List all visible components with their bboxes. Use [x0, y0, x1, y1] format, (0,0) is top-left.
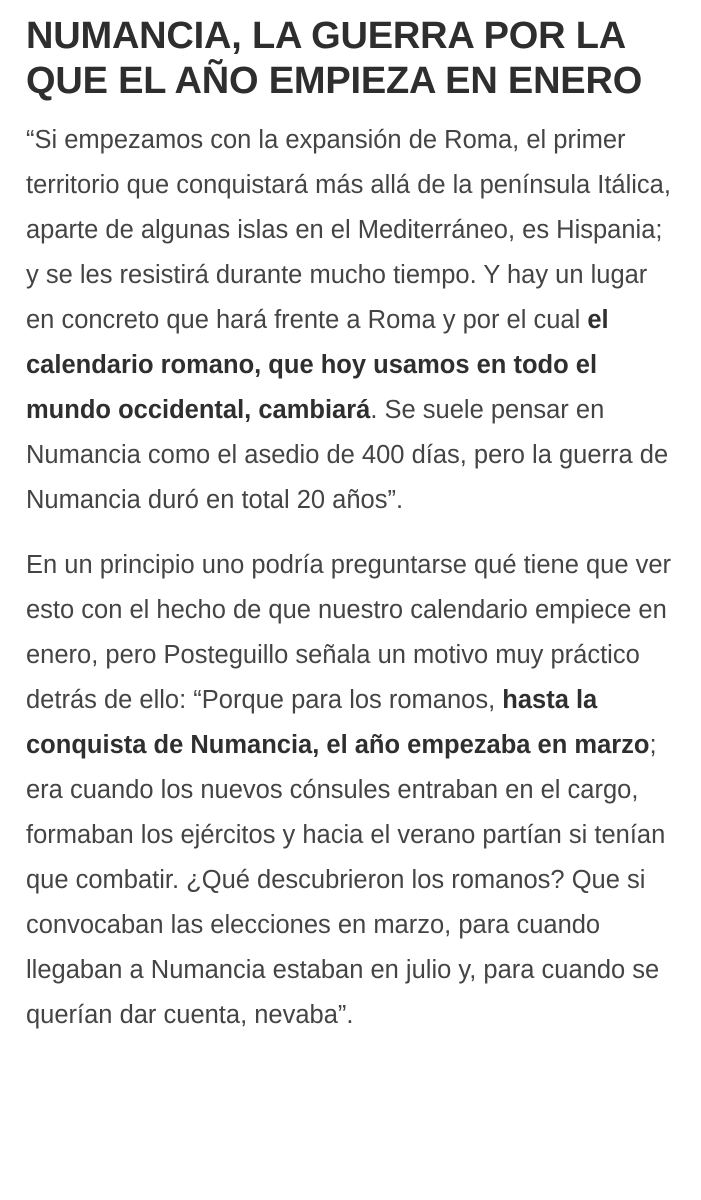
paragraph-1-bold-highlight: el calendario romano, que hoy usamos en todo el mundo occidental, cambiará: [26, 306, 609, 424]
article-headline: NUMANCIA, LA GUERRA POR LA QUE EL AÑO EMPIEZA EN ENERO: [26, 15, 643, 102]
article-paragraph-1: [26, 118, 675, 523]
paragraph-2-text-end: ; era cuando los nuevos cónsules entraban en el cargo, formaban los ejércitos y hacia el verano partían si tenían que combatir. ¿Qué descubrieron los romanos? Que si convocaban las elecciones en marzo, para cuando llegaban a Numancia estaban en julio y, para cuando se querían dar cuenta, nevaba”.: [26, 731, 666, 1029]
paragraph-1-text-end: . Se suele pensar en Numancia como el asedio de 400 días, pero la guerra de Numancia duró en total 20 años”.: [26, 396, 669, 514]
paragraph-2-bold-highlight: hasta la conquista de Numancia, el año empezaba en marzo: [26, 686, 650, 759]
article: [26, 14, 675, 1038]
paragraph-1-text-start: “Si empezamos con la expansión de Roma, el primer territorio que conquistará más allá de la península Itálica, aparte de algunas islas en el Mediterráneo, es Hispania; y se les resistirá durante mucho tiempo. Y hay un lugar en concreto que hará frente a Roma y por el cual: [26, 126, 671, 334]
paragraph-2-text-start: En un principio uno podría preguntarse qué tiene que ver esto con el hecho de que nuestro calendario empiece en enero, pero Posteguillo señala un motivo muy práctico detrás de ello: “Porque para los romanos,: [26, 551, 672, 714]
article-paragraph-2: [26, 543, 675, 1038]
